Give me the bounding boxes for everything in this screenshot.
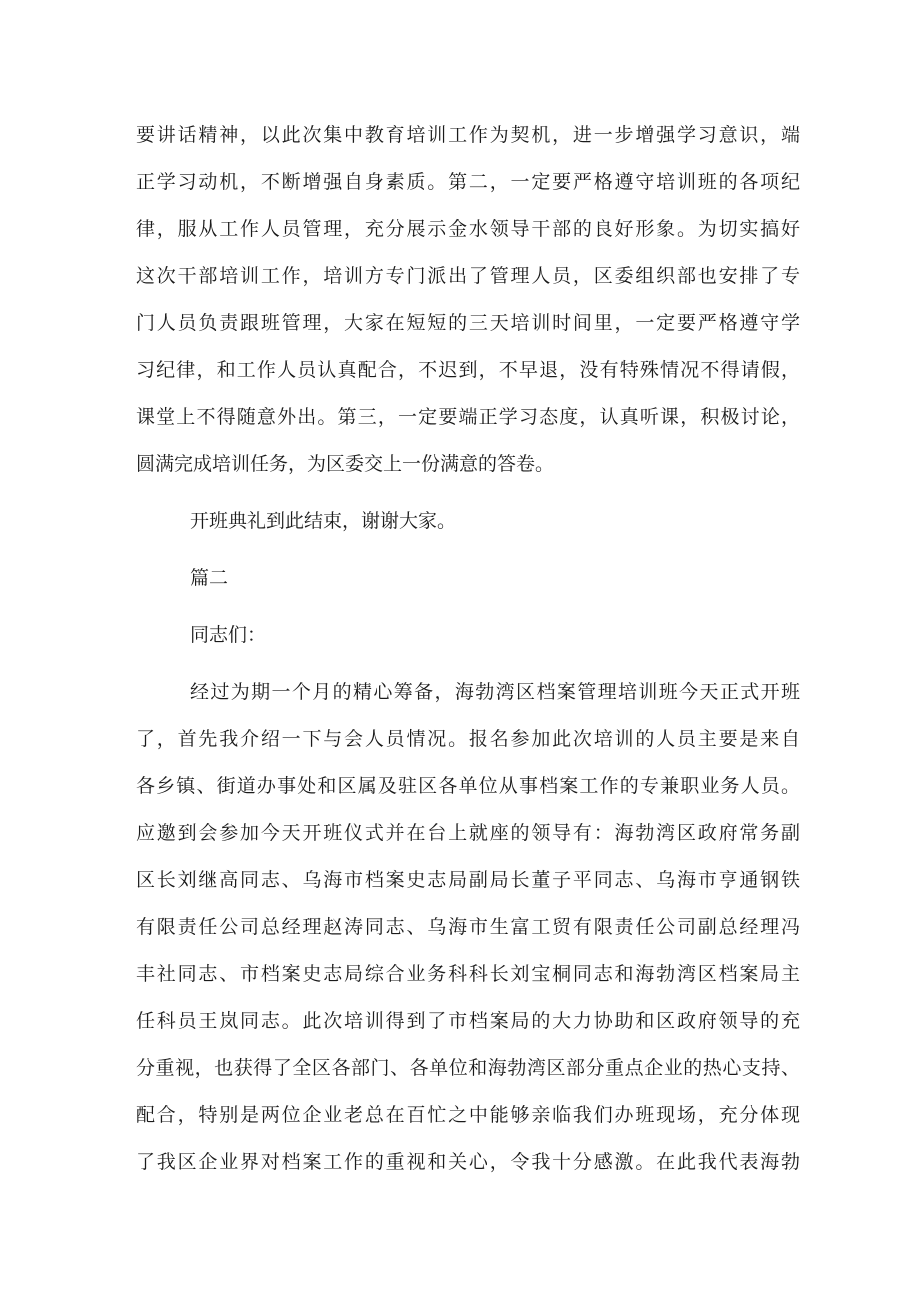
text-line: 圆满完成培训任务，为区委交上一份满意的答卷。 — [136, 453, 555, 475]
text-line: 应邀到会参加今天开班仪式并在台上就座的领导有：海勃湾区政府常务副 — [136, 822, 800, 844]
text-line: 经过为期一个月的精心筹备，海勃湾区档案管理培训班今天正式开班 — [190, 681, 800, 703]
text-line: 了，首先我介绍一下与会人员情况。报名参加此次培训的人员主要是来自 — [136, 728, 800, 750]
text-line: 分重视，也获得了全区各部门、各单位和海勃湾区部分重点企业的热心支持、 — [136, 1057, 800, 1079]
text-line: 要讲话精神，以此次集中教育培训工作为契机，进一步增强学习意识，端 — [136, 124, 800, 146]
text-line: 区长刘继高同志、乌海市档案史志局副局长董子平同志、乌海市亨通钢铁 — [136, 869, 800, 891]
text-line: 各乡镇、街道办事处和区属及驻区各单位从事档案工作的专兼职业务人员。 — [136, 775, 800, 797]
text-line: 这次干部培训工作，培训方专门派出了管理人员，区委组织部也安排了专 — [136, 265, 800, 287]
text-line: 丰社同志、市档案史志局综合业务科科长刘宝桐同志和海勃湾区档案局主 — [136, 963, 800, 985]
document-body — [136, 112, 800, 1186]
text-line: 配合，特别是两位企业老总在百忙之中能够亲临我们办班现场，充分体现 — [136, 1104, 800, 1126]
text-line: 律，服从工作人员管理，充分展示金水领导干部的良好形象。为切实搞好 — [136, 218, 800, 240]
text-line: 习纪律，和工作人员认真配合，不迟到，不早退，没有特殊情况不得请假， — [136, 359, 800, 381]
closing-paragraph: 开班典礼到此结束，谢谢大家。 — [190, 510, 457, 532]
text-line: 任科员王岚同志。此次培训得到了市档案局的大力协助和区政府领导的充 — [136, 1010, 800, 1032]
salutation: 同志们： — [190, 624, 267, 646]
paragraph-1 — [136, 112, 800, 488]
text-line: 课堂上不得随意外出。第三，一定要端正学习态度，认真听课，积极讨论， — [136, 406, 800, 428]
text-line: 了我区企业界对档案工作的重视和关心，令我十分感激。在此我代表海勃 — [136, 1151, 800, 1173]
text-line: 正学习动机，不断增强自身素质。第二，一定要严格遵守培训班的各项纪 — [136, 171, 800, 193]
section-heading: 篇二 — [190, 567, 229, 589]
text-line: 门人员负责跟班管理，大家在短短的三天培训时间里，一定要严格遵守学 — [136, 312, 800, 334]
paragraph-3 — [136, 669, 800, 1186]
text-line: 有限责任公司总经理赵涛同志、乌海市生富工贸有限责任公司副总经理冯 — [136, 916, 800, 938]
